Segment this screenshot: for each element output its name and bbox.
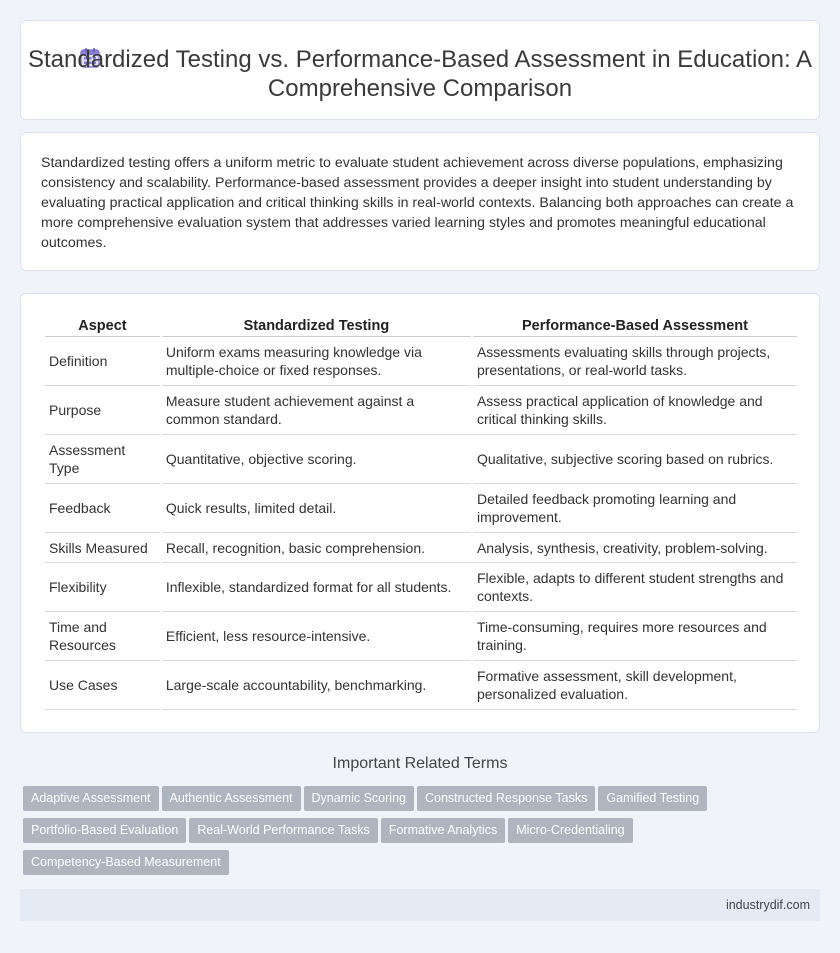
intro-card <box>20 132 820 271</box>
footer <box>20 889 820 921</box>
table-row <box>45 563 797 612</box>
related-term-tag[interactable]: Dynamic Scoring <box>304 786 414 811</box>
performance-cell: Assess practical application of knowledge and critical thinking skills. <box>473 386 797 435</box>
aspect-cell: Purpose <box>45 386 160 435</box>
aspect-cell: Flexibility <box>45 563 160 612</box>
related-term-tag[interactable]: Authentic Assessment <box>162 786 301 811</box>
performance-cell: Time-consuming, requires more resources and training. <box>473 612 797 661</box>
related-term-tag[interactable]: Formative Analytics <box>381 818 505 843</box>
table-row <box>45 435 797 484</box>
related-terms-list <box>23 786 813 882</box>
related-term-tag[interactable]: Constructed Response Tasks <box>417 786 595 811</box>
table-row <box>45 337 797 386</box>
standardized-cell: Quantitative, objective scoring. <box>162 435 471 484</box>
table-row <box>45 661 797 710</box>
standardized-cell: Large-scale accountability, benchmarking. <box>162 661 471 710</box>
standardized-cell: Quick results, limited detail. <box>162 484 471 533</box>
standardized-cell: Efficient, less resource-intensive. <box>162 612 471 661</box>
related-term-tag[interactable]: Adaptive Assessment <box>23 786 159 811</box>
intro-paragraph: Standardized testing offers a uniform metric to evaluate student achievement across diverse populations, emphasizing consistency and scalability. Performance-based assessment provides a deeper insight into student understanding by evaluating practical application and critical thinking skills in real-world contexts. Balancing both approaches can create a more comprehensive evaluation system that addresses varied learning styles and promotes meaningful educational outcomes. <box>41 155 794 251</box>
related-term-tag[interactable]: Micro-Credentialing <box>508 818 632 843</box>
standardized-cell: Recall, recognition, basic comprehension. <box>162 533 471 563</box>
header-standardized-testing: Standardized Testing <box>162 316 471 337</box>
table-row <box>45 533 797 563</box>
header-aspect: Aspect <box>45 316 160 337</box>
aspect-cell: Skills Measured <box>45 533 160 563</box>
performance-cell: Qualitative, subjective scoring based on rubrics. <box>473 435 797 484</box>
comparison-table <box>43 316 799 710</box>
standardized-cell: Measure student achievement against a common standard. <box>162 386 471 435</box>
table-header-row <box>45 316 797 337</box>
aspect-cell: Assessment Type <box>45 435 160 484</box>
related-term-tag[interactable]: Competency-Based Measurement <box>23 850 229 875</box>
aspect-cell: Feedback <box>45 484 160 533</box>
header-performance-based: Performance-Based Assessment <box>473 316 797 337</box>
related-term-tag[interactable]: Gamified Testing <box>598 786 707 811</box>
standardized-cell: Inflexible, standardized format for all students. <box>162 563 471 612</box>
related-term-tag[interactable]: Real-World Performance Tasks <box>189 818 378 843</box>
aspect-cell: Time and Resources <box>45 612 160 661</box>
table-row <box>45 386 797 435</box>
performance-cell: Formative assessment, skill development, personalized evaluation. <box>473 661 797 710</box>
performance-cell: Flexible, adapts to different student strengths and contexts. <box>473 563 797 612</box>
related-term-tag[interactable]: Portfolio-Based Evaluation <box>23 818 186 843</box>
footer-site-name[interactable]: industrydif.com <box>725 898 810 912</box>
performance-cell: Assessments evaluating skills through projects, presentations, or real-world tasks. <box>473 337 797 386</box>
related-terms-title: Important Related Terms <box>332 755 508 772</box>
aspect-cell: Definition <box>45 337 160 386</box>
performance-cell: Detailed feedback promoting learning and improvement. <box>473 484 797 533</box>
table-row <box>45 484 797 533</box>
page-title: Standardized Testing vs. Performance-Based Assessment in Education: A Comprehensive Comparison <box>28 46 812 102</box>
comparison-card <box>20 293 820 733</box>
performance-cell: Analysis, synthesis, creativity, problem-solving. <box>473 533 797 563</box>
header-card <box>20 20 820 120</box>
standardized-cell: Uniform exams measuring knowledge via multiple-choice or fixed responses. <box>162 337 471 386</box>
table-row <box>45 612 797 661</box>
aspect-cell: Use Cases <box>45 661 160 710</box>
